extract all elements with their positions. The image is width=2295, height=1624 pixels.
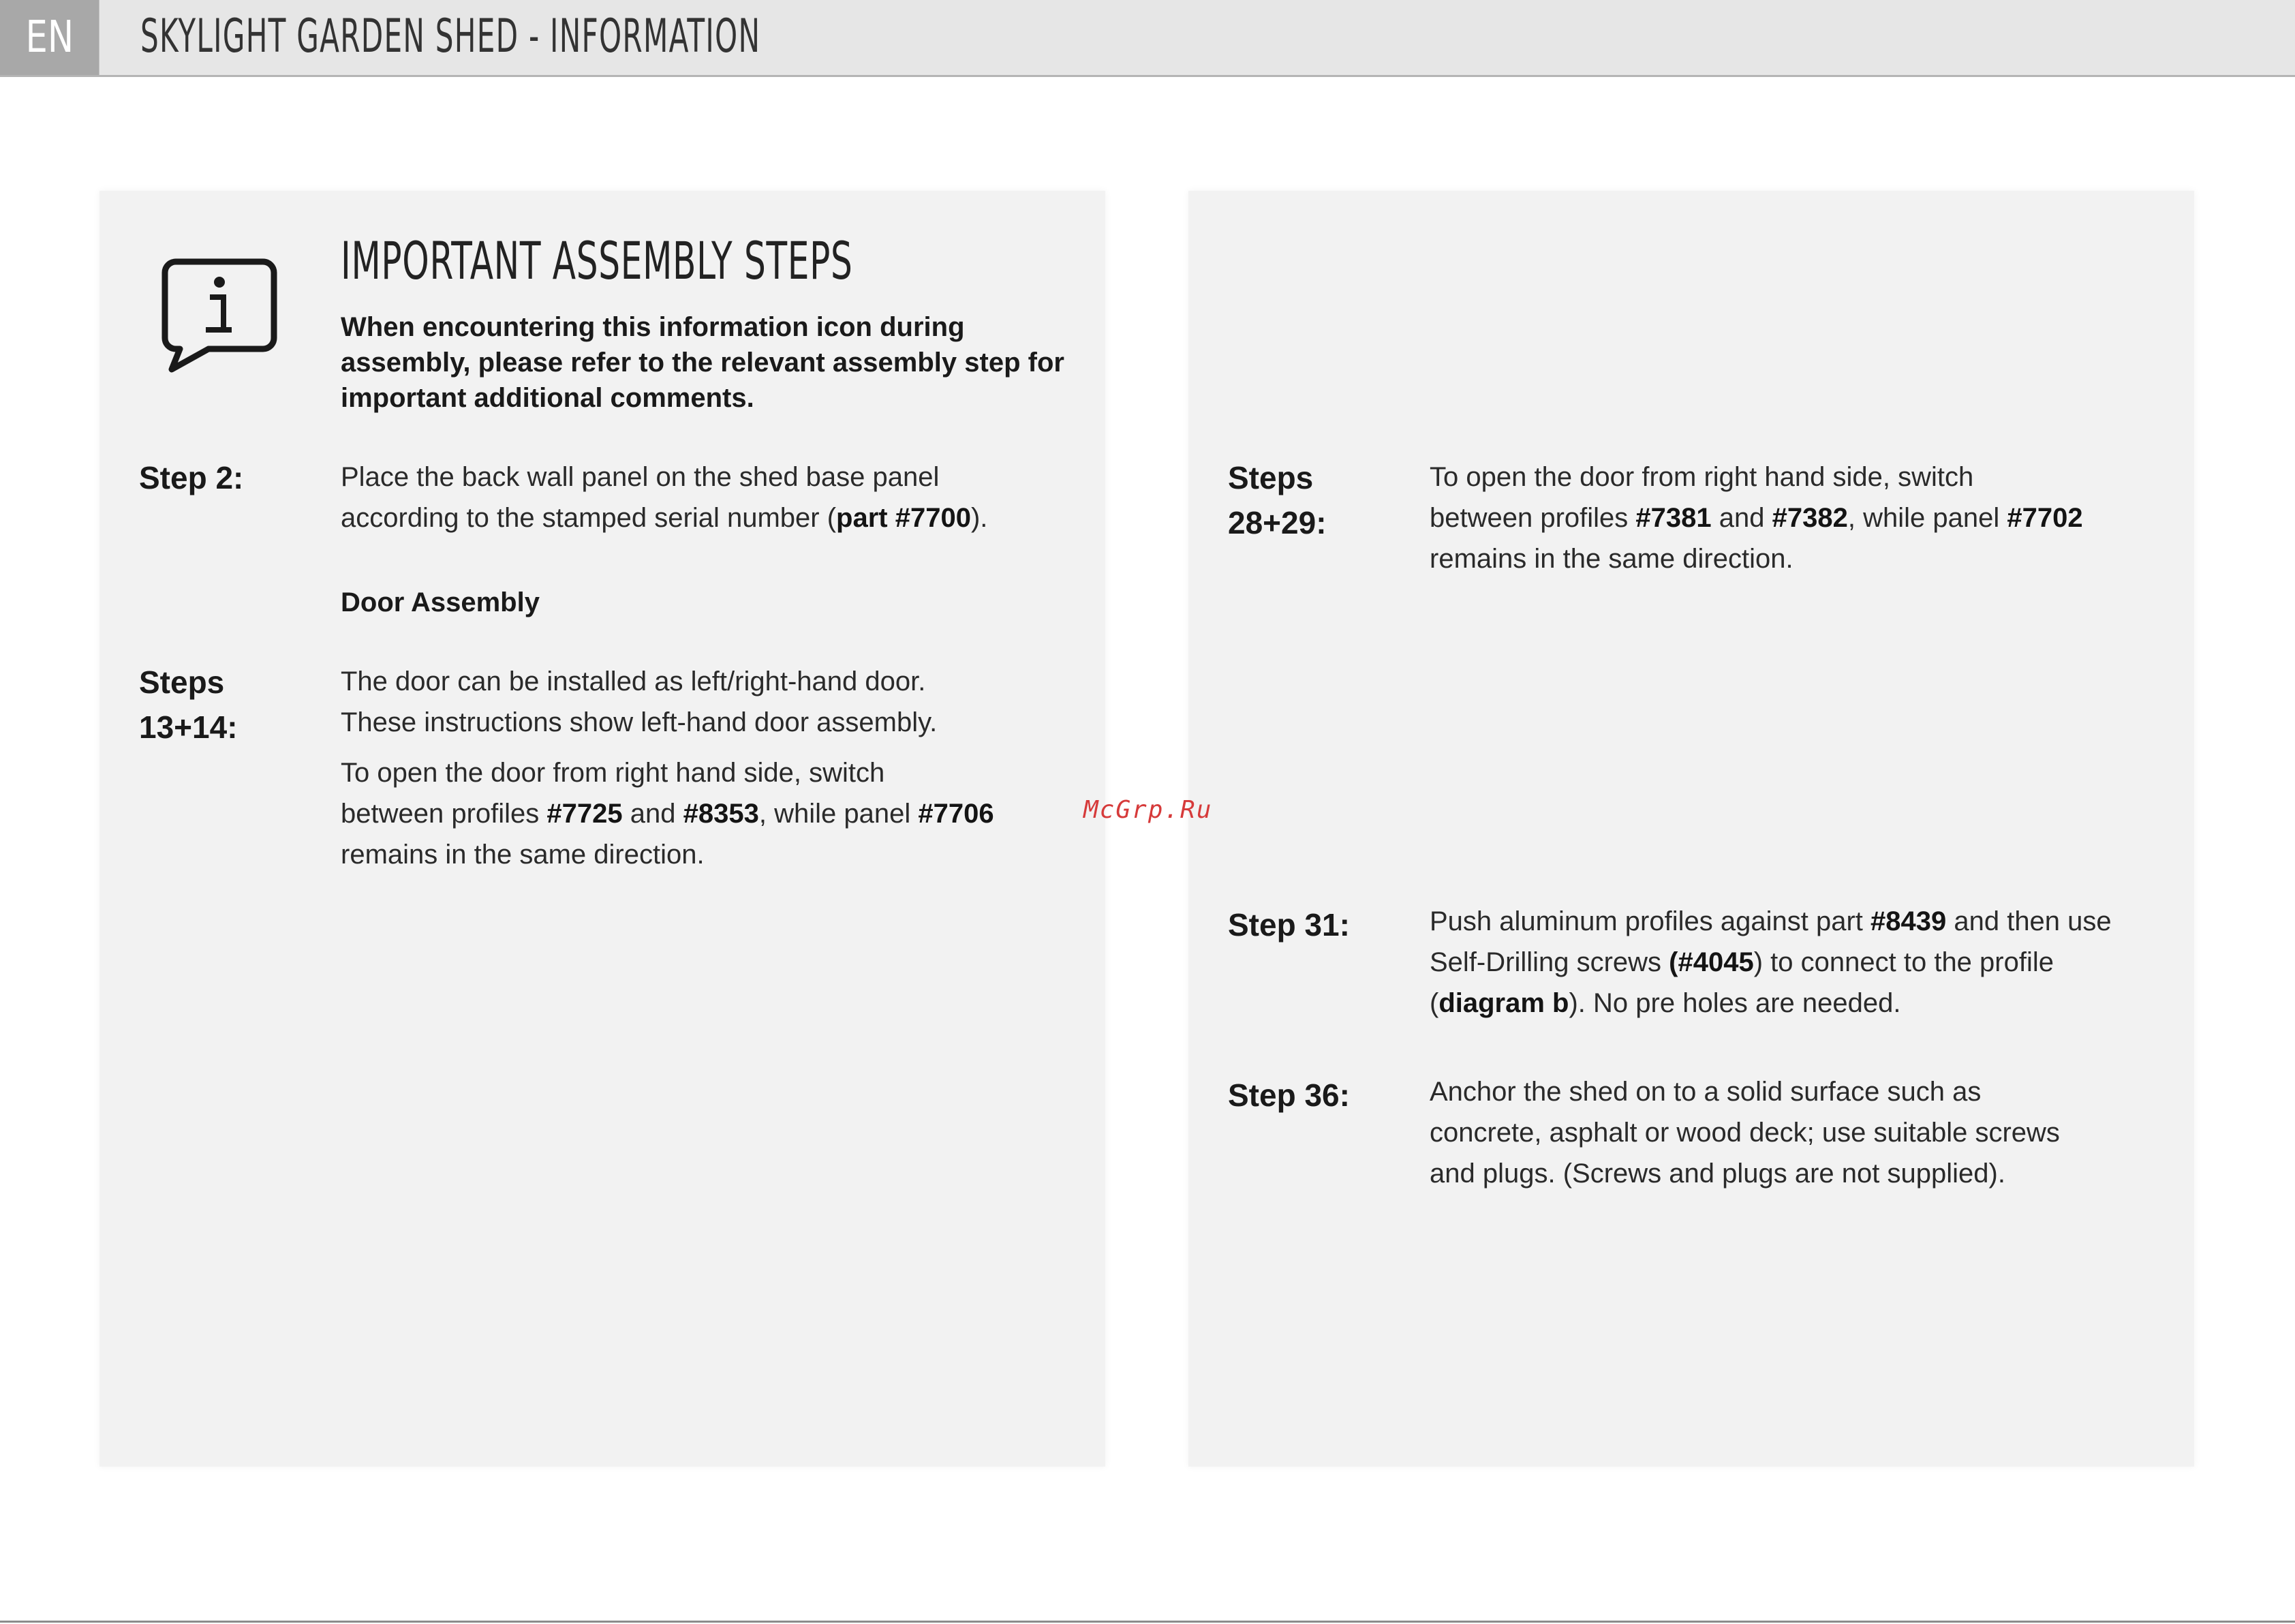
- right-panel: [1188, 191, 2194, 1467]
- info-icon: [155, 254, 281, 375]
- language-badge: EN: [0, 0, 99, 75]
- step-2-text: Place the back wall panel on the shed base panel according to the stamped serial number (part #7700).: [341, 462, 988, 533]
- steps-13-14-note: The door can be installed as left/right-hand door. These instructions show left-hand door assembly.: [341, 667, 938, 737]
- watermark: McGrp.Ru: [1083, 796, 1213, 824]
- steps-13-14-text: To open the door from right hand side, switch between profiles #7725 and #8353, while panel #7706 remains in the same direction.: [341, 758, 994, 870]
- door-assembly-heading: Door Assembly: [341, 587, 540, 617]
- steps-13-14-label: Steps 13+14:: [139, 664, 238, 745]
- bottom-divider: [0, 1621, 2295, 1623]
- step-36-label: Step 36:: [1228, 1077, 1350, 1113]
- step-36-text: Anchor the shed on to a solid surface such as concrete, asphalt or wood deck; use suitable screws and plugs. (Screws and plugs are not supplied).: [1430, 1077, 2060, 1189]
- step-2-label: Step 2:: [139, 460, 244, 495]
- steps-28-29-label: Steps 28+29:: [1228, 460, 1327, 540]
- page-header: [0, 0, 2295, 77]
- page-title: SKYLIGHT GARDEN SHED - INFORMATION: [140, 10, 761, 63]
- left-panel: [99, 191, 1105, 1467]
- step-31-text: Push aluminum profiles against part #8439 and then use Self-Drilling screws (#4045) to connect to the profile (diagram b). No pre holes are needed.: [1430, 906, 2112, 1018]
- steps-28-29-text: To open the door from right hand side, switch between profiles #7381 and #7382, while panel #7702 remains in the same direction.: [1430, 462, 2083, 574]
- section-title: IMPORTANT ASSEMBLY STEPS: [341, 230, 853, 291]
- intro-text: When encountering this information icon during assembly, please refer to the relevant assembly step for important additional comments.: [341, 312, 1064, 413]
- step-31-label: Step 31:: [1228, 907, 1350, 943]
